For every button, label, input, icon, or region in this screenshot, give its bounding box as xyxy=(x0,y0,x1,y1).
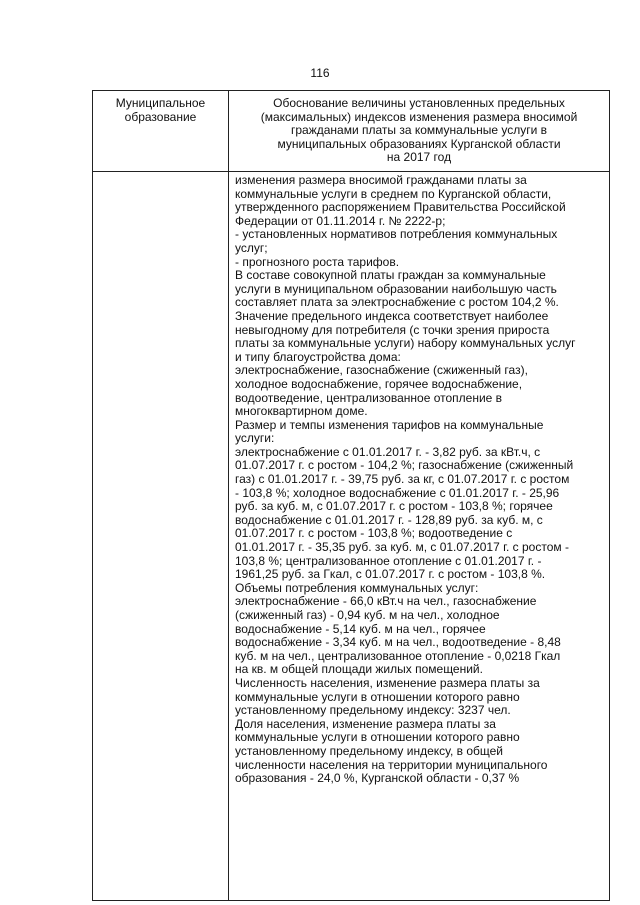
justification-text-line: Доля населения, изменение размера платы за xyxy=(235,716,496,731)
justification-text-line: 01.07.2017 г. с ростом - 104,2 %; газоснабжение (сжиженный xyxy=(235,458,574,473)
justification-text-line: водоснабжение - 5,14 куб. м на чел., горячее xyxy=(235,621,486,636)
header-municipality-line: Муниципальное xyxy=(115,96,206,110)
justification-text-line: электроснабжение - 66,0 кВт.ч на чел., газоснабжение xyxy=(235,594,537,609)
justification-text-line: на кв. м общей площади жилых помещений. xyxy=(235,662,483,677)
justification-text-line: Значение предельного индекса соответствует наиболее xyxy=(235,308,549,323)
justification-text-line: численности населения на территории муниципального xyxy=(235,757,548,772)
justification-text-line: Размер и темпы изменения тарифов на коммунальные xyxy=(235,417,544,432)
justification-text-line: водоснабжение с 01.01.2017 г. - 128,89 руб. за куб. м, с xyxy=(235,512,543,527)
justification-text-line: Численность населения, изменение размера платы за xyxy=(235,675,540,690)
justification-text-line: руб. за куб. м, с 01.07.2017 г. с ростом - 103,8 %; горячее xyxy=(235,499,553,514)
justification-text-line: В составе совокупной платы граждан за коммунальные xyxy=(235,268,546,283)
justification-text-line: 01.07.2017 г. с ростом - 103,8 %; водоотведение с xyxy=(235,526,513,541)
justification-text-line: утвержденного распоряжением Правительства Российской xyxy=(235,200,566,215)
justification-text-line: невыгодному для потребителя (с точки зрения прироста xyxy=(235,322,550,337)
justification-text-line: Объемы потребления коммунальных услуг: xyxy=(235,580,479,595)
document-table xyxy=(92,90,610,901)
justification-text-line: водоотведение, централизованное отопление в xyxy=(235,390,503,405)
justification-text-line: платы за коммунальные услуги) набору коммунальных услуг xyxy=(235,336,576,351)
justification-text-line: образования - 24,0 %, Курганской области - 0,37 % xyxy=(235,771,520,786)
justification-text-line: газ) с 01.01.2017 г. - 39,75 руб. за кг, с 01.07.2017 г. с ростом xyxy=(235,472,570,487)
header-justification-line: гражданами платы за коммунальные услуги в xyxy=(290,123,548,138)
justification-text-line: коммунальные услуги в среднем по Курганской области, xyxy=(235,186,552,201)
justification-text-line: - установленных нормативов потребления коммунальных xyxy=(235,227,558,242)
page-number: 116 xyxy=(310,66,330,80)
justification-text-line: услуг; xyxy=(235,240,268,255)
justification-text-line: коммунальные услуги в отношении которого равно xyxy=(235,689,520,704)
justification-text-line: электроснабжение, газоснабжение (сжиженный газ), xyxy=(235,363,528,378)
justification-text-line: многоквартирном доме. xyxy=(235,404,368,419)
justification-text-line: услуги: xyxy=(235,431,275,446)
justification-text-line: (сжиженный газ) - 0,94 куб. м на чел., холодное xyxy=(235,608,500,622)
header-municipality xyxy=(93,91,229,172)
justification-text-line: и типу благоустройства дома: xyxy=(235,349,401,364)
header-justification xyxy=(229,91,610,172)
justification-text-line: составляет плата за электроснабжение с ростом 104,2 %. xyxy=(235,295,559,310)
justification-text-line: 1961,25 руб. за Гкал, с 01.07.2017 г. с ростом - 103,8 %. xyxy=(235,567,546,582)
justification-text-line: услуги в муниципальном образовании наибольшую часть xyxy=(235,281,557,296)
justification-text-line: Федерации от 01.11.2014 г. № 2222-р; xyxy=(235,213,446,228)
justification-text-line: изменения размера вносимой гражданами платы за xyxy=(235,173,527,187)
justification-text-line: куб. м на чел., централизованное отопление - 0,0218 Гкал xyxy=(235,648,561,663)
municipality-cell xyxy=(93,172,229,901)
justification-text-line: установленному предельному индексу, в общей xyxy=(235,743,503,758)
justification-text-line: 01.01.2017 г. - 35,35 руб. за куб. м, с 01.07.2017 г. с ростом - xyxy=(235,540,569,555)
header-justification-line: на 2017 год xyxy=(386,150,452,165)
header-municipality-line: образование xyxy=(124,109,197,124)
justification-cell xyxy=(229,172,610,901)
justification-text-line: холодное водоснабжение, горячее водоснабжение, xyxy=(235,376,523,391)
header-justification-line: Обоснование величины установленных предельных xyxy=(273,96,565,110)
header-justification-line: (максимальных) индексов изменения размера вносимой xyxy=(260,109,578,124)
table-body-row xyxy=(93,172,610,901)
header-justification-line: муниципальных образованиях Курганской области xyxy=(277,136,561,151)
justification-text-line: - прогнозного роста тарифов. xyxy=(235,254,400,269)
table-header-row xyxy=(93,91,610,172)
justification-text-line: установленному предельному индексу: 3237 чел. xyxy=(235,703,511,718)
justification-text-line: электроснабжение с 01.01.2017 г. - 3,82 руб. за кВт.ч, с xyxy=(235,444,541,459)
justification-text-line: 103,8 %; централизованное отопление с 01.01.2017 г. - xyxy=(235,553,542,568)
justification-text-line: коммунальные услуги в отношении которого равно xyxy=(235,730,520,745)
justification-text-line: водоснабжение - 3,34 куб. м на чел., водоотведение - 8,48 xyxy=(235,635,561,650)
justification-text-line: - 103,8 %; холодное водоснабжение с 01.01.2017 г. - 25,96 xyxy=(235,485,560,500)
